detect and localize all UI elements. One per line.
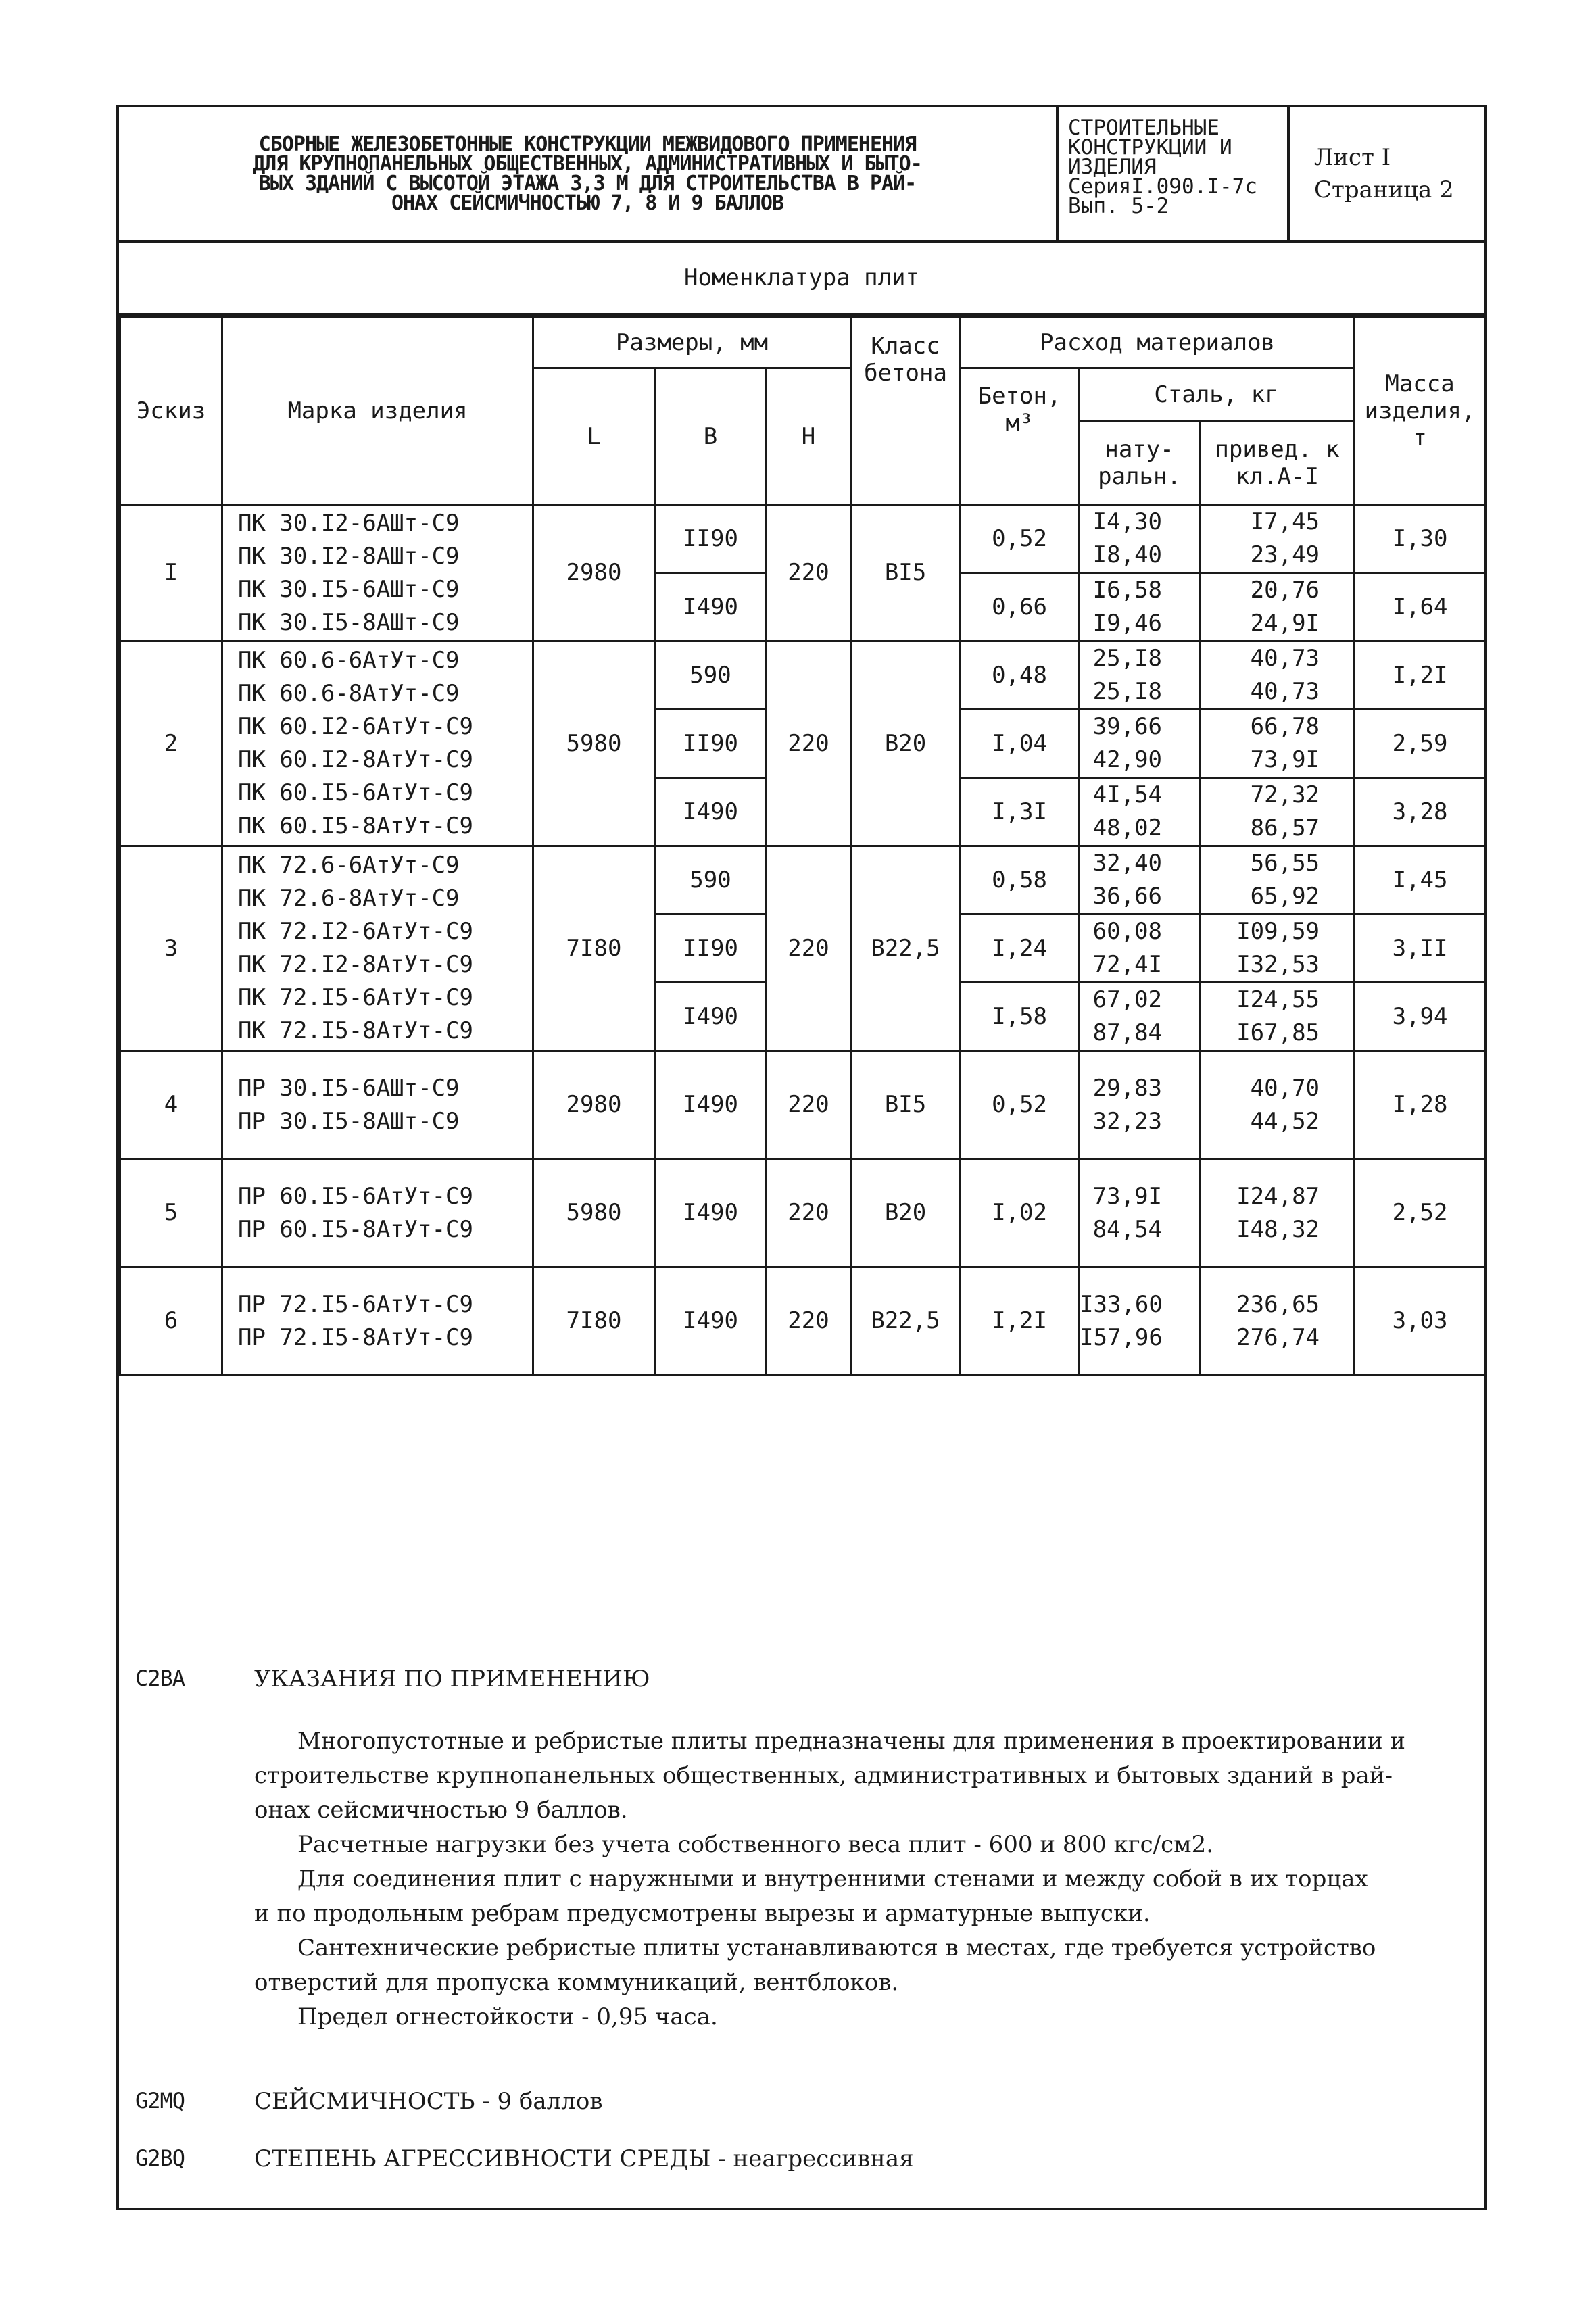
mark-cell xyxy=(222,641,533,846)
value: 24,9I xyxy=(1250,610,1320,637)
page-number: Страница 2 xyxy=(1314,176,1454,203)
width-cell: II90 xyxy=(655,505,767,573)
width-cell: II90 xyxy=(655,710,767,778)
value: 276,74 xyxy=(1236,1323,1320,1351)
text-line: Многопустотные и ребристые плиты предназначены для применения в проектировании и xyxy=(297,1728,1405,1755)
value: 42,90 xyxy=(1092,746,1163,773)
header-sizes: Размеры, мм xyxy=(533,317,851,368)
height-cell: 220 xyxy=(767,846,851,1051)
value: 40,73 xyxy=(1250,645,1320,672)
class-cell: B20 xyxy=(851,1159,961,1267)
steel-natural-cell xyxy=(1079,1267,1201,1375)
mark-cell xyxy=(222,1267,533,1375)
value: 32,40 xyxy=(1092,850,1163,877)
product-mark: ПК 60.I2-6АтУт-С9 xyxy=(238,713,473,740)
product-mark: ПК 72.6-6АтУт-С9 xyxy=(238,852,460,879)
steel-natural-cell xyxy=(1079,846,1201,915)
concrete-cell: I,24 xyxy=(961,915,1079,983)
steel-reduced-cell xyxy=(1201,641,1355,710)
header-steel: Сталь, кг xyxy=(1079,368,1355,421)
value: 39,66 xyxy=(1092,713,1163,740)
class-cell: BI5 xyxy=(851,1051,961,1159)
steel-natural-cell xyxy=(1079,573,1201,641)
class-cell: B22,5 xyxy=(851,846,961,1051)
steel-natural-cell xyxy=(1079,778,1201,846)
steel-reduced-cell xyxy=(1201,573,1355,641)
sheet-info xyxy=(1290,107,1487,240)
section-code: G2MQ xyxy=(135,2088,185,2114)
product-mark: ПК 60.6-8АтУт-С9 xyxy=(238,680,460,707)
notes-title: УКАЗАНИЯ ПО ПРИМЕНЕНИЮ xyxy=(254,1665,650,1692)
value: I24,55 xyxy=(1236,986,1320,1013)
steel-natural-cell xyxy=(1079,983,1201,1051)
steel-natural-cell xyxy=(1079,915,1201,983)
sketch-cell: 6 xyxy=(120,1267,222,1375)
concrete-cell: 0,48 xyxy=(961,641,1079,710)
header-mark: Марка изделия xyxy=(222,317,533,505)
value: I24,87 xyxy=(1236,1182,1320,1210)
product-mark: ПР 30.I5-6АШт-С9 xyxy=(238,1074,460,1102)
mass-cell: I,2I xyxy=(1355,641,1486,710)
class-cell: B22,5 xyxy=(851,1267,961,1375)
series-info xyxy=(1059,107,1290,240)
mass-cell: 3,28 xyxy=(1355,778,1486,846)
series-line: ИЗДЕЛИЯ xyxy=(1068,155,1157,179)
title-line: ДЛЯ КРУПНОПАНЕЛЬНЫХ ОБЩЕСТВЕННЫХ, АДМИНИСТРАТИВНЫХ И БЫТО- xyxy=(253,152,922,176)
value: 20,76 xyxy=(1250,577,1320,604)
value: 23,49 xyxy=(1250,541,1320,568)
concrete-cell: 0,52 xyxy=(961,1051,1079,1159)
header-concrete-class: Класс бетона xyxy=(851,317,961,505)
value: 4I,54 xyxy=(1092,781,1163,808)
usage-paragraph xyxy=(254,1724,1444,2034)
product-mark: ПК 30.I5-8АШт-С9 xyxy=(238,608,460,636)
length-cell: 2980 xyxy=(533,505,655,641)
product-mark: ПК 60.6-6АтУт-С9 xyxy=(238,647,460,674)
series-line: СТРОИТЕЛЬНЫЕ xyxy=(1068,116,1219,140)
steel-reduced-cell xyxy=(1201,778,1355,846)
length-cell: 5980 xyxy=(533,641,655,846)
value: 66,78 xyxy=(1250,713,1320,740)
mark-cell xyxy=(222,1051,533,1159)
text-line: Расчетные нагрузки без учета собственного веса плит - 600 и 800 кгс/см2. xyxy=(297,1831,1214,1858)
steel-natural-cell xyxy=(1079,505,1201,573)
mass-cell: 3,03 xyxy=(1355,1267,1486,1375)
value: 32,23 xyxy=(1092,1107,1163,1135)
value: 25,I8 xyxy=(1092,678,1163,705)
header-B: B xyxy=(655,368,767,505)
length-cell: 5980 xyxy=(533,1159,655,1267)
steel-reduced-cell xyxy=(1201,710,1355,778)
value: I6,58 xyxy=(1092,577,1163,604)
title-line: ОНАХ СЕЙСМИЧНОСТЬЮ 7, 8 И 9 БАЛЛОВ xyxy=(391,191,784,215)
header-reduced: привед. к кл.А-I xyxy=(1201,421,1355,505)
mass-cell: 3,94 xyxy=(1355,983,1486,1051)
concrete-cell: 0,52 xyxy=(961,505,1079,573)
concrete-cell: I,58 xyxy=(961,983,1079,1051)
value: I57,96 xyxy=(1080,1323,1163,1351)
title-line: СБОРНЫЕ ЖЕЛЕЗОБЕТОННЫЕ КОНСТРУКЦИИ МЕЖВИДОВОГО ПРИМЕНЕНИЯ xyxy=(258,132,917,156)
sketch-cell: 2 xyxy=(120,641,222,846)
product-mark: ПК 72.I5-6АтУт-С9 xyxy=(238,984,473,1011)
value: 86,57 xyxy=(1250,814,1320,842)
value: I09,59 xyxy=(1236,918,1320,945)
mass-cell: 3,II xyxy=(1355,915,1486,983)
concrete-cell: I,3I xyxy=(961,778,1079,846)
height-cell: 220 xyxy=(767,1159,851,1267)
product-mark: ПК 60.I2-8АтУт-С9 xyxy=(238,746,473,773)
text-line: Сантехнические ребристые плиты устанавливаются в местах, где требуется устройство xyxy=(297,1934,1376,1961)
steel-reduced-cell xyxy=(1201,505,1355,573)
product-mark: ПР 72.I5-6АтУт-С9 xyxy=(238,1290,473,1318)
sketch-cell: 3 xyxy=(120,846,222,1051)
steel-reduced-cell xyxy=(1201,983,1355,1051)
title-block xyxy=(119,107,1484,243)
mark-cell xyxy=(222,1159,533,1267)
length-cell: 7I80 xyxy=(533,1267,655,1375)
section-code: G2BQ xyxy=(135,2145,185,2171)
text-line: отверстий для пропуска коммуникаций, вентблоков. xyxy=(254,1969,899,1996)
series-line: СерияI.090.I-7с xyxy=(1068,174,1257,199)
value: 40,70 xyxy=(1250,1074,1320,1102)
value: 44,52 xyxy=(1250,1107,1320,1135)
sketch-cell: 5 xyxy=(120,1159,222,1267)
title-line: ВЫХ ЗДАНИЙ С ВЫСОТОЙ ЭТАЖА 3,3 М ДЛЯ СТРОИТЕЛЬСТВА В РАЙ- xyxy=(258,172,917,195)
product-mark: ПР 60.I5-8АтУт-С9 xyxy=(238,1215,473,1243)
product-mark: ПК 30.I2-6АШт-С9 xyxy=(238,509,460,537)
product-mark: ПК 72.I5-8АтУт-С9 xyxy=(238,1017,473,1044)
width-cell: I490 xyxy=(655,983,767,1051)
height-cell: 220 xyxy=(767,1267,851,1375)
width-cell: I490 xyxy=(655,573,767,641)
length-cell: 2980 xyxy=(533,1051,655,1159)
concrete-cell: 0,58 xyxy=(961,846,1079,915)
nomenclature-table xyxy=(119,316,1486,1376)
product-mark: ПК 72.I2-6АтУт-С9 xyxy=(238,918,473,945)
steel-natural-cell xyxy=(1079,710,1201,778)
section-code: С2ВА xyxy=(135,1665,185,1691)
value: I4,30 xyxy=(1092,508,1163,535)
product-mark: ПК 60.I5-6АтУт-С9 xyxy=(238,779,473,806)
width-cell: 590 xyxy=(655,641,767,710)
value: 84,54 xyxy=(1092,1215,1163,1243)
text-line: онах сейсмичностью 9 баллов. xyxy=(254,1797,628,1824)
height-cell: 220 xyxy=(767,641,851,846)
mass-cell: I,30 xyxy=(1355,505,1486,573)
text-line: строительстве крупнопанельных общественных, административных и бытовых зданий в рай- xyxy=(254,1762,1393,1789)
class-cell: B20 xyxy=(851,641,961,846)
steel-reduced-cell xyxy=(1201,915,1355,983)
table-caption: Номенклатура плит xyxy=(119,243,1484,316)
series-line: КОНСТРУКЦИИ И xyxy=(1068,135,1232,160)
value: I33,60 xyxy=(1080,1290,1163,1318)
header-mass: Масса изделия, т xyxy=(1355,317,1486,505)
value: 87,84 xyxy=(1092,1019,1163,1046)
value: 65,92 xyxy=(1250,883,1320,910)
product-mark: ПР 30.I5-8АШт-С9 xyxy=(238,1107,460,1135)
steel-natural-cell xyxy=(1079,641,1201,710)
concrete-cell: I,04 xyxy=(961,710,1079,778)
mark-cell xyxy=(222,846,533,1051)
width-cell: I490 xyxy=(655,778,767,846)
seismicity-line: СЕЙСМИЧНОСТЬ - 9 баллов xyxy=(254,2088,603,2115)
text-line: Для соединения плит с наружными и внутренними стенами и между собой в их торцах xyxy=(297,1866,1368,1893)
steel-reduced-cell xyxy=(1201,1267,1355,1375)
value: I9,46 xyxy=(1092,610,1163,637)
value: 40,73 xyxy=(1250,678,1320,705)
value: 72,32 xyxy=(1250,781,1320,808)
aggressiveness-line: СТЕПЕНЬ АГРЕССИВНОСТИ СРЕДЫ - неагрессивная xyxy=(254,2145,914,2172)
text-line: и по продольным ребрам предусмотрены вырезы и арматурные выпуски. xyxy=(254,1900,1151,1927)
mass-cell: 2,59 xyxy=(1355,710,1486,778)
document-sheet xyxy=(116,105,1487,2210)
sketch-cell: 4 xyxy=(120,1051,222,1159)
steel-reduced-cell xyxy=(1201,1051,1355,1159)
value: I67,85 xyxy=(1236,1019,1320,1046)
sketch-cell: I xyxy=(120,505,222,641)
sheet-number: Лист I xyxy=(1314,144,1391,171)
value: 67,02 xyxy=(1092,986,1163,1013)
steel-natural-cell xyxy=(1079,1051,1201,1159)
mass-cell: 2,52 xyxy=(1355,1159,1486,1267)
height-cell: 220 xyxy=(767,505,851,641)
header-concrete: Бетон, м³ xyxy=(961,368,1079,505)
value: 236,65 xyxy=(1236,1290,1320,1318)
product-mark: ПР 60.I5-6АтУт-С9 xyxy=(238,1182,473,1210)
width-cell: I490 xyxy=(655,1051,767,1159)
product-mark: ПК 60.I5-8АтУт-С9 xyxy=(238,812,473,839)
steel-natural-cell xyxy=(1079,1159,1201,1267)
product-mark: ПР 72.I5-8АтУт-С9 xyxy=(238,1323,473,1351)
header-H: H xyxy=(767,368,851,505)
product-mark: ПК 30.I5-6АШт-С9 xyxy=(238,575,460,603)
value: 36,66 xyxy=(1092,883,1163,910)
header-L: L xyxy=(533,368,655,505)
width-cell: 590 xyxy=(655,846,767,915)
value: 25,I8 xyxy=(1092,645,1163,672)
steel-reduced-cell xyxy=(1201,1159,1355,1267)
value: 73,9I xyxy=(1250,746,1320,773)
mass-cell: I,45 xyxy=(1355,846,1486,915)
width-cell: II90 xyxy=(655,915,767,983)
header-materials: Расход материалов xyxy=(961,317,1355,368)
mark-cell xyxy=(222,505,533,641)
product-mark: ПК 30.I2-8АШт-С9 xyxy=(238,542,460,570)
series-line: Вып. 5-2 xyxy=(1068,194,1169,218)
value: 29,83 xyxy=(1092,1074,1163,1102)
value: 60,08 xyxy=(1092,918,1163,945)
product-mark: ПК 72.6-8АтУт-С9 xyxy=(238,885,460,912)
concrete-cell: I,2I xyxy=(961,1267,1079,1375)
length-cell: 7I80 xyxy=(533,846,655,1051)
value: 56,55 xyxy=(1250,850,1320,877)
mass-cell: I,28 xyxy=(1355,1051,1486,1159)
class-cell: BI5 xyxy=(851,505,961,641)
header-natural: нату- ральн. xyxy=(1079,421,1201,505)
concrete-cell: 0,66 xyxy=(961,573,1079,641)
height-cell: 220 xyxy=(767,1051,851,1159)
steel-reduced-cell xyxy=(1201,846,1355,915)
width-cell: I490 xyxy=(655,1267,767,1375)
product-mark: ПК 72.I2-8АтУт-С9 xyxy=(238,951,473,978)
mass-cell: I,64 xyxy=(1355,573,1486,641)
header-sketch: Эскиз xyxy=(120,317,222,505)
value: 72,4I xyxy=(1092,951,1163,978)
value: 48,02 xyxy=(1092,814,1163,842)
value: I7,45 xyxy=(1250,508,1320,535)
text-line: Предел огнестойкости - 0,95 часа. xyxy=(297,2003,718,2030)
value: I32,53 xyxy=(1236,951,1320,978)
value: I48,32 xyxy=(1236,1215,1320,1243)
value: 73,9I xyxy=(1092,1182,1163,1210)
concrete-cell: I,02 xyxy=(961,1159,1079,1267)
value: I8,40 xyxy=(1092,541,1163,568)
width-cell: I490 xyxy=(655,1159,767,1267)
document-title xyxy=(119,107,1059,240)
